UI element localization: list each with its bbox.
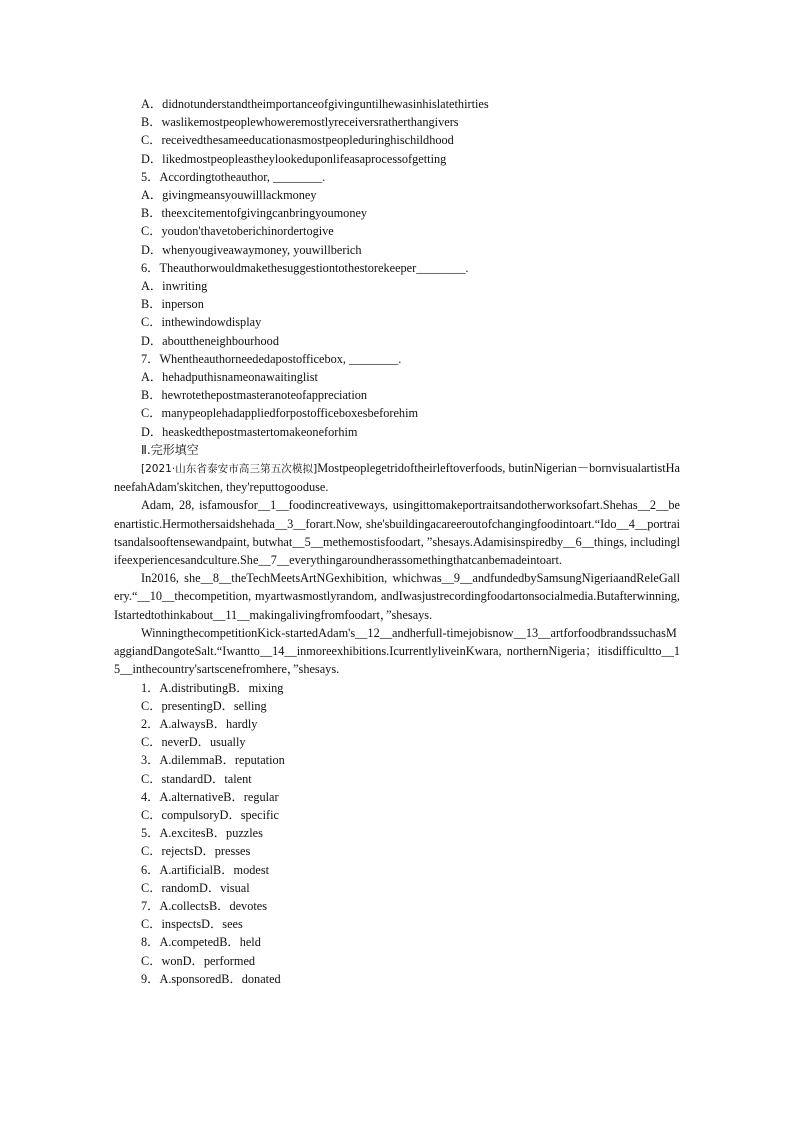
question-5: 5．Accordingtotheauthor, ________. <box>141 169 326 184</box>
option-line: A．inwriting <box>141 279 208 294</box>
option-line: D．abouttheneighbourhood <box>141 333 279 348</box>
choice-line: 9．A.sponsoredB．donated <box>141 971 281 986</box>
option-line: B．theexcitementofgivingcanbringyoumoney <box>141 206 368 221</box>
choice-line: C．compulsoryD．specific <box>141 807 279 822</box>
passage-paragraph-4: WinningthecompetitionKick-startedAdam's__12__andherfull-timejobisnow__13__artforfoodbrandssuchasMaggiandDangoteSalt.“Iwantto__14__inmoreexhibitions.IcurrentlyliveinKwara, northernNigeria；itisdifficultto__15__inthecountry'sartscenefromhere，”shesays. <box>114 625 680 677</box>
option-line: B．hewrotethepostmasteranoteofappreciation <box>141 388 368 403</box>
option-line: D．likedmostpeopleastheylookeduponlifeasaprocessofgetting <box>141 151 447 166</box>
choice-line: 2．A.alwaysB．hardly <box>141 716 258 731</box>
choice-line: C．wonD．performed <box>141 953 256 968</box>
option-line: C．youdon'thavetoberichinordertogive <box>141 224 334 239</box>
choice-line: 6．A.artificialB．modest <box>141 862 270 877</box>
passage-source: [2021·山东省泰安市高三第五次模拟] <box>141 463 318 476</box>
option-line: A．hehadputhisnameonawaitinglist <box>141 370 318 385</box>
option-line: D．heaskedthepostmastertomakeoneforhim <box>141 424 358 439</box>
option-line: C．manypeoplehadappliedforpostofficeboxesbeforehim <box>141 406 419 421</box>
passage-paragraph-1 <box>114 459 680 496</box>
choice-line: C．randomD．visual <box>141 880 250 895</box>
choice-line: C．neverD．usually <box>141 735 246 750</box>
passage-paragraph-3: In2016, she__8__theTechMeetsArtNGexhibition, whichwas__9__andfundedbySamsungNigeriaandReleGallery.“__10__thecompetition, myartwasmostlyrandom, andIwasjustrecordingfoodartonsocialmedia.Butafterwinning, Istartedtothinkabout__11__makingalivingfromfoodart，”shesays. <box>114 571 680 622</box>
option-line: B．waslikemostpeoplewhoweremostlyreceiversratherthangivers <box>141 115 459 130</box>
choice-line: 1．A.distributingB．mixing <box>141 680 284 695</box>
option-line: C．inthewindowdisplay <box>141 315 262 330</box>
passage-text: Mostpeoplegetridoftheirleftoverfoods, butinNigerian－bornvisualartistHaneefahAdam'skitchen, they'reputtogooduse. <box>114 461 680 495</box>
choice-line: 3．A.dilemmaB．reputation <box>141 753 285 768</box>
option-line: D．whenyougiveawaymoney, youwillberich <box>141 242 362 257</box>
passage-paragraph-2: Adam, 28, isfamousfor__1__foodincreativeways, usingittomakeportraitsandotherworksofart.Shehas__2__beenartistic.Hermothersaidshehada__3__forart.Now, she'sbuildingacareeroutofchangingfoodintoart.“Ido__4__portraitsandalsooftensewandpaint, butwhat__5__methemostisfoodart, ”shesays.Adamisinspiredby__6__things, includinglifeexperiencesandculture.She__7__everythingaroundherassomethingthatcanbemadeintoart. <box>114 498 680 568</box>
choice-line: 7．A.collectsB．devotes <box>141 898 268 913</box>
choice-line: C．presentingD．selling <box>141 698 267 713</box>
question-7: 7．Whentheauthorneededapostofficebox, ________. <box>141 351 402 366</box>
choice-line: 5．A.excitesB．puzzles <box>141 826 263 841</box>
choice-line: 8．A.competedB．held <box>141 935 261 950</box>
choice-line: C．standardD．talent <box>141 771 252 786</box>
section-heading: Ⅱ.完形填空 <box>141 442 199 457</box>
option-line: A．givingmeansyouwilllackmoney <box>141 188 317 203</box>
choice-line: C．rejectsD．presses <box>141 844 251 859</box>
option-line: C．receivedthesameeducationasmostpeopleduringhischildhood <box>141 133 454 148</box>
text-column <box>114 95 680 988</box>
option-line: B．inperson <box>141 297 204 312</box>
question-6: 6．Theauthorwouldmakethesuggestiontothestorekeeper________. <box>141 260 469 275</box>
option-line: A．didnotunderstandtheimportanceofgivinguntilhewasinhislatethirties <box>141 97 489 111</box>
choice-line: 4．A.alternativeB．regular <box>141 789 279 804</box>
choice-line: C．inspectsD．sees <box>141 917 243 932</box>
